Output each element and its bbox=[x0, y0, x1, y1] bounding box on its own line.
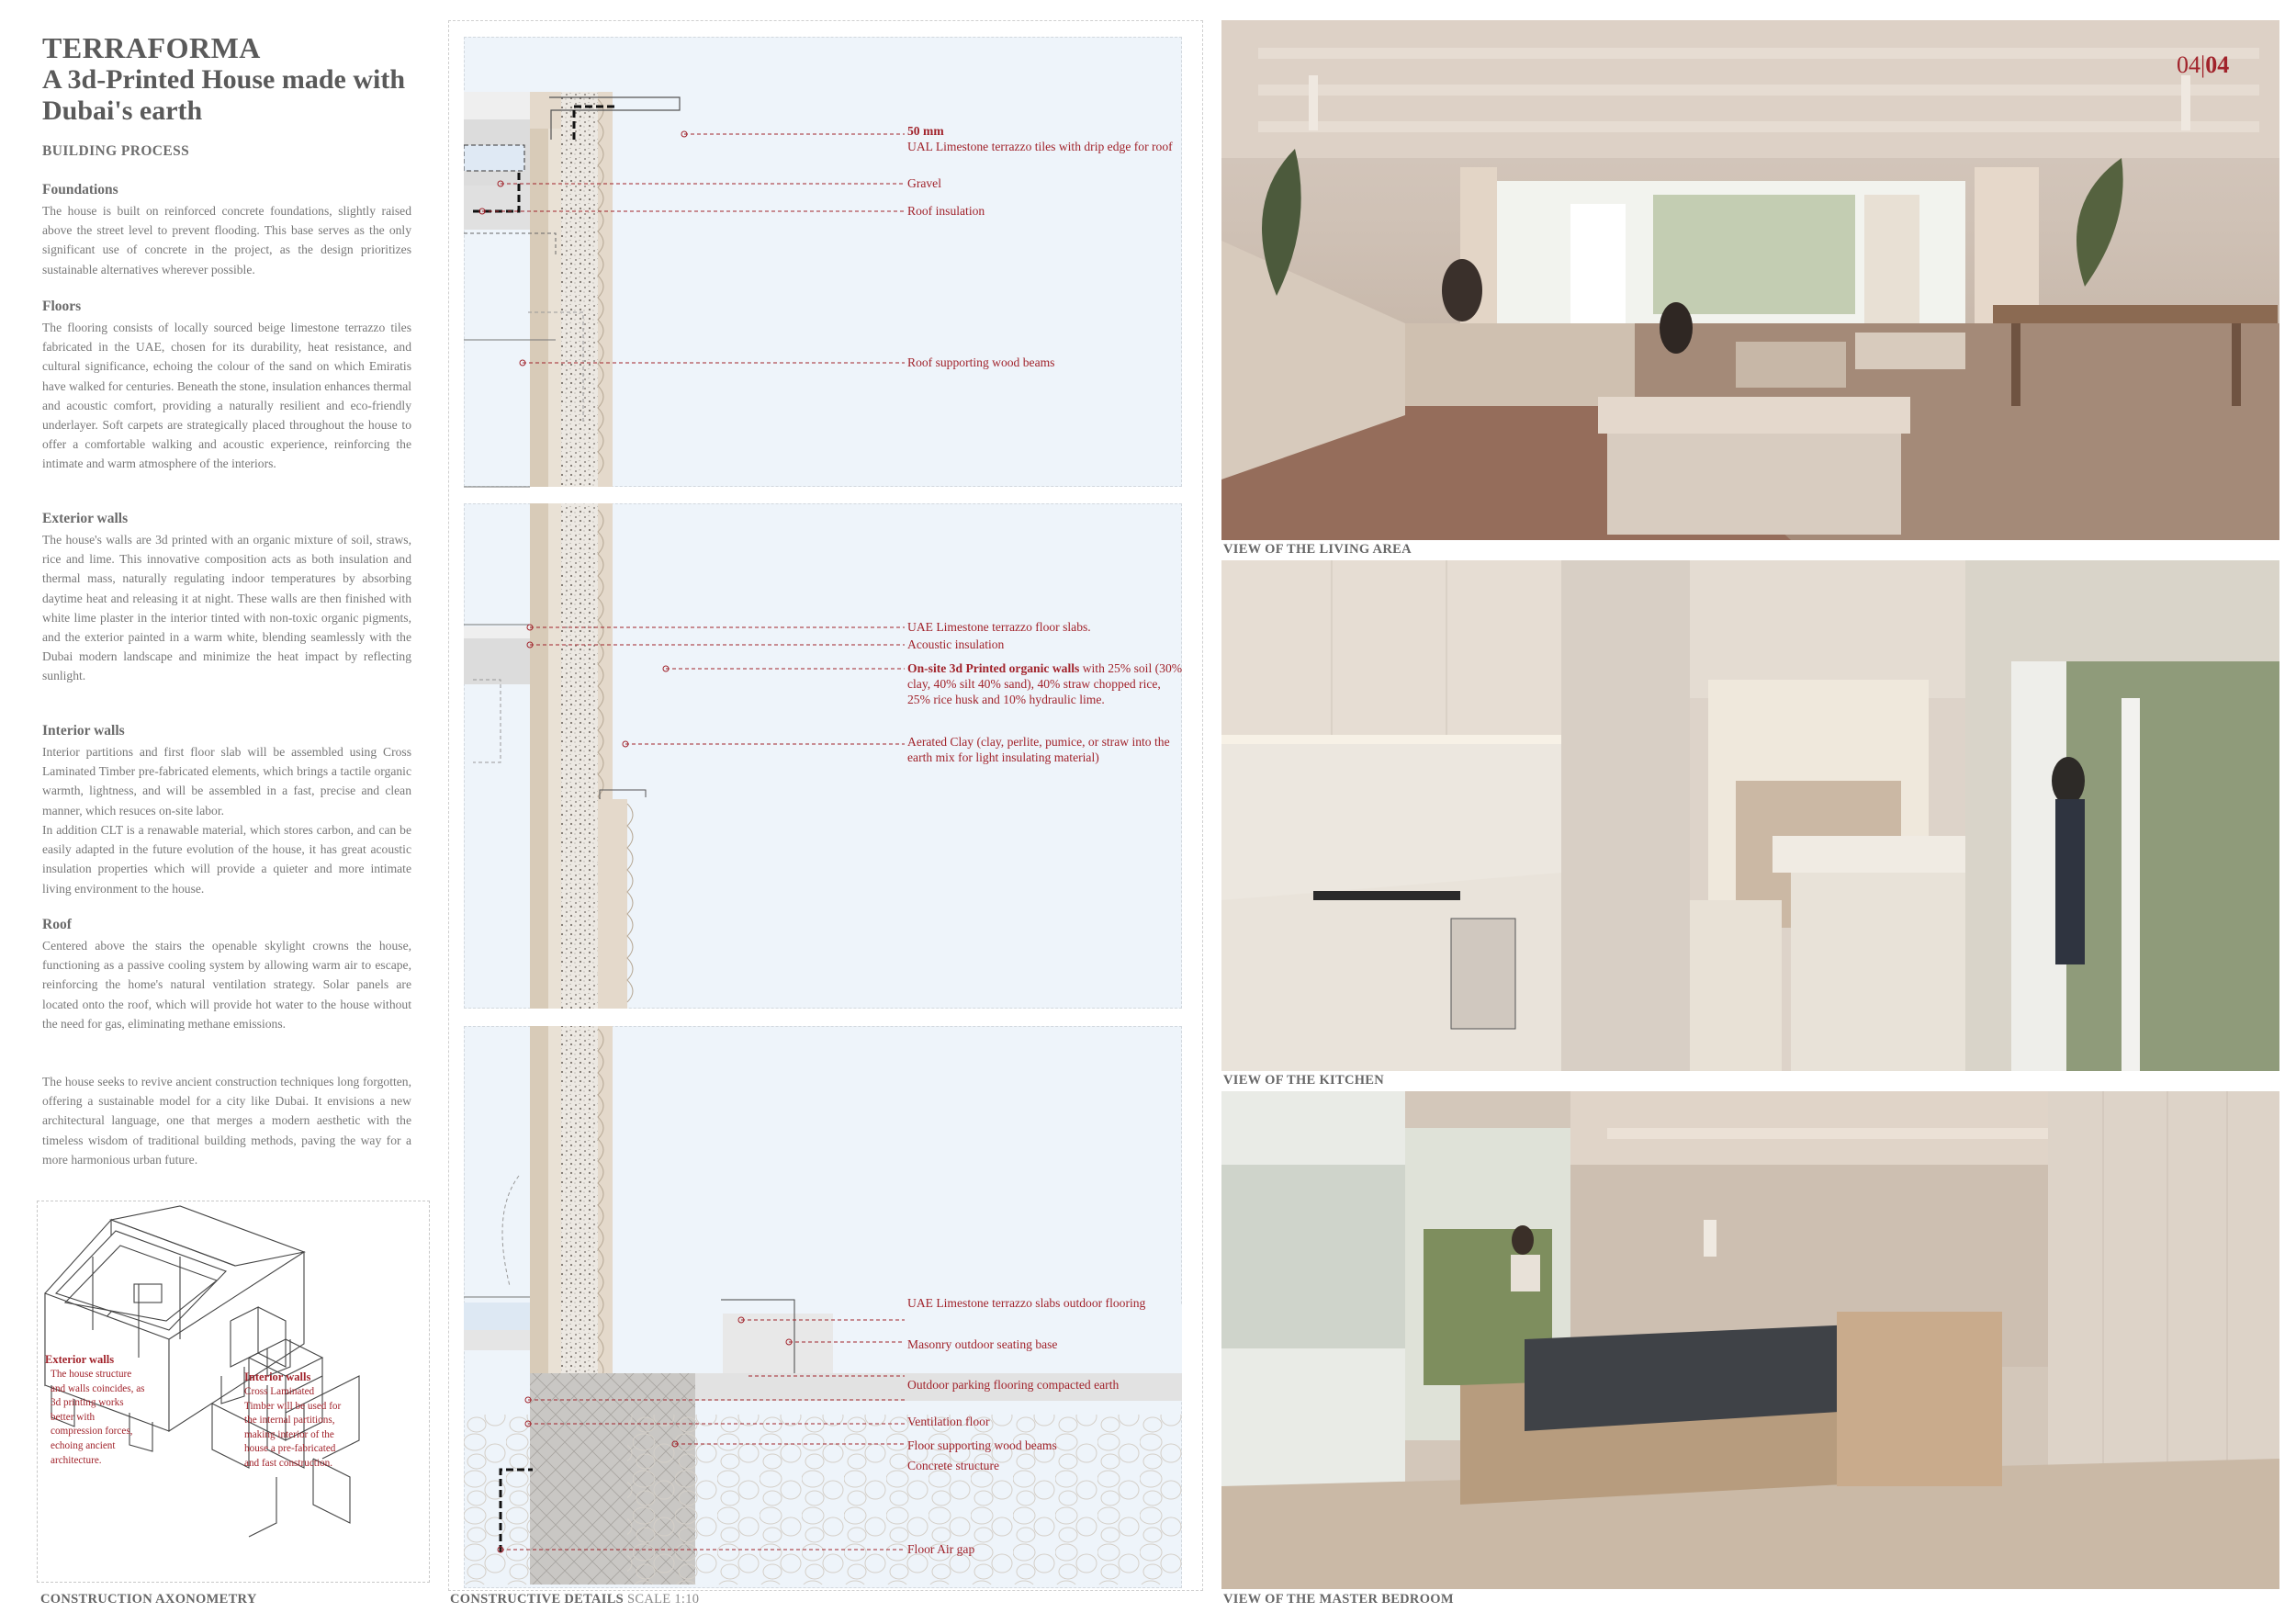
axo-exterior-text: The house structure and walls coincides, as 3d printing works better with compression forces, echoing ancient architecture. bbox=[51, 1369, 145, 1466]
label-floor-beams: Floor supporting wood beams bbox=[907, 1438, 1057, 1452]
bedroom-caption: VIEW OF THE MASTER BEDROOM bbox=[1223, 1592, 1454, 1607]
label-outdoor-slabs: UAE Limestone terrazzo slabs outdoor flooring bbox=[907, 1296, 1146, 1310]
label-roof-beams: Roof supporting wood beams bbox=[907, 355, 1055, 369]
bedroom-image bbox=[1221, 1091, 2279, 1589]
label-roof-insulation: Roof insulation bbox=[907, 204, 985, 218]
label-masonry-base: Masonry outdoor seating base bbox=[907, 1337, 1058, 1351]
details-caption bbox=[450, 1592, 699, 1607]
label-roof-tiles bbox=[907, 123, 1183, 154]
foundations-heading: Foundations bbox=[42, 182, 118, 197]
label-printed-walls-bold: On-site 3d Printed organic walls bbox=[907, 661, 1080, 675]
page-total: 04 bbox=[2205, 51, 2230, 78]
label-aerated-clay: Aerated Clay (clay, perlite, pumice, or straw into the earth mix for light insulating material) bbox=[907, 735, 1170, 764]
label-gravel: Gravel bbox=[907, 176, 941, 190]
kitchen-render bbox=[1221, 560, 2279, 1071]
section-label: BUILDING PROCESS bbox=[42, 143, 190, 159]
foundations-text: The house is built on reinforced concrete foundations, slightly raised above the street level to prevent flooding. This base serves as the only significant use of concrete in the project, as the design prioritizes sustainable alternatives wherever possible. bbox=[42, 204, 411, 276]
roof-heading: Roof bbox=[42, 917, 72, 932]
label-parking-flooring: Outdoor parking flooring compacted earth bbox=[907, 1378, 1120, 1392]
living-area-caption: VIEW OF THE LIVING AREA bbox=[1223, 542, 1412, 557]
page-subtitle: A 3d-Printed House made with Dubai's earth bbox=[42, 64, 406, 126]
interior-walls-heading: Interior walls bbox=[42, 723, 125, 739]
page-separator: | bbox=[2200, 51, 2206, 78]
construction-axonometry bbox=[37, 1201, 430, 1583]
section-drawing bbox=[464, 37, 1182, 1589]
page-number bbox=[2177, 51, 2229, 79]
exterior-walls-heading: Exterior walls bbox=[42, 511, 129, 526]
label-concrete-structure: Concrete structure bbox=[907, 1459, 1000, 1472]
details-caption-title: CONSTRUCTIVE DETAILS bbox=[450, 1592, 625, 1607]
label-ventilation-floor: Ventilation floor bbox=[907, 1415, 990, 1428]
axo-interior-text: Cross Laminated Timber will be used for the internal partitions, making interior of the house a pre-fabricated and fast construction. bbox=[244, 1386, 342, 1469]
kitchen-caption: VIEW OF THE KITCHEN bbox=[1223, 1073, 1385, 1088]
axo-exterior-heading: Exterior walls bbox=[45, 1353, 115, 1366]
page-current: 04 bbox=[2177, 51, 2200, 78]
exterior-walls-text: The house's walls are 3d printed with an organic mixture of soil, straws, rice and lime. This innovative composition acts as both insulation and thermal mass, naturally regulating indoor temperatures by absorbing daytime heat and releasing it at night. These walls are then finished with white lime plaster in the interior tinted with non-toxic organic pigments, and the exterior painted in a warm white, blending seamlessly with the Dubai modern landscape and minimize the heat impact by reflecting sunlight. bbox=[42, 533, 411, 683]
details-scale: SCALE 1:10 bbox=[626, 1592, 700, 1607]
label-roof-tiles-thickness: 50 mm bbox=[907, 124, 944, 138]
axo-interior-heading: Interior walls bbox=[244, 1370, 311, 1383]
living-area-image bbox=[1221, 20, 2279, 540]
kitchen-image bbox=[1221, 560, 2279, 1071]
bedroom-render bbox=[1221, 1091, 2279, 1589]
closing-text: The house seeks to revive ancient construction techniques long forgotten, offering a sustainable model for a city like Dubai. It envisions a new architectural language, one that merges a modern aesthetic with the timeless wisdom of traditional building methods, paving the way for a more harmonious urban future. bbox=[42, 1075, 411, 1167]
label-acoustic-insulation: Acoustic insulation bbox=[907, 637, 1005, 651]
label-floor-slabs: UAE Limestone terrazzo floor slabs. bbox=[907, 620, 1091, 634]
roof-text: Centered above the stairs the openable skylight crowns the house, functioning as a passive cooling system by allowing warm air to escape, reinforcing the home's natural ventilation strategy. Solar panels are located onto the roof, which will provide hot water to the house without the need for gas, eliminating methane emissions. bbox=[42, 939, 411, 1031]
label-printed-walls bbox=[907, 660, 1183, 707]
living-area-render bbox=[1221, 20, 2279, 540]
floors-heading: Floors bbox=[42, 299, 82, 314]
floors-text: The flooring consists of locally sourced beige limestone terrazzo tiles fabricated in the UAE, chosen for its durability, heat resistance, and cultural significance, echoing the colour of the sand on which Emiratis have walked for centuries. Beneath the stone, insulation enhances thermal and acoustic comfort, providing a naturally resilient and eco-friendly underlayer. Soft carpets are strategically placed throughout the house to offer a comfortable walking and acoustic experience, reinforcing the intimate and warm atmosphere of the interiors. bbox=[42, 321, 412, 471]
label-roof-tiles-text: UAL Limestone terrazzo tiles with drip edge for roof bbox=[907, 140, 1173, 153]
interior-walls-text: Interior partitions and first floor slab will be assembled using Cross Laminated Timber pre-fabricated elements, which brings a tactile organic warmth, lightness, and will be assembled in a fast, precise and clean manner, which resuces on-site labor. bbox=[42, 745, 411, 818]
page-title: TERRAFORMA bbox=[42, 31, 261, 64]
interior-walls-text-2: In addition CLT is a renawable material, which stores carbon, and can be easily adapted in the future evolution of the house, it has great acoustic insulation properties which will provide a quieter and more intimate living environment to the house. bbox=[42, 823, 411, 896]
axonometry-caption: CONSTRUCTION AXONOMETRY bbox=[40, 1592, 257, 1607]
label-printed-walls-text: with 25% soil (30% clay, 40% silt 40% sand), 40% straw chopped rice, 25% rice husk and 10% hydraulic lime. bbox=[907, 661, 1183, 706]
label-floor-air-gap: Floor Air gap bbox=[907, 1542, 975, 1556]
